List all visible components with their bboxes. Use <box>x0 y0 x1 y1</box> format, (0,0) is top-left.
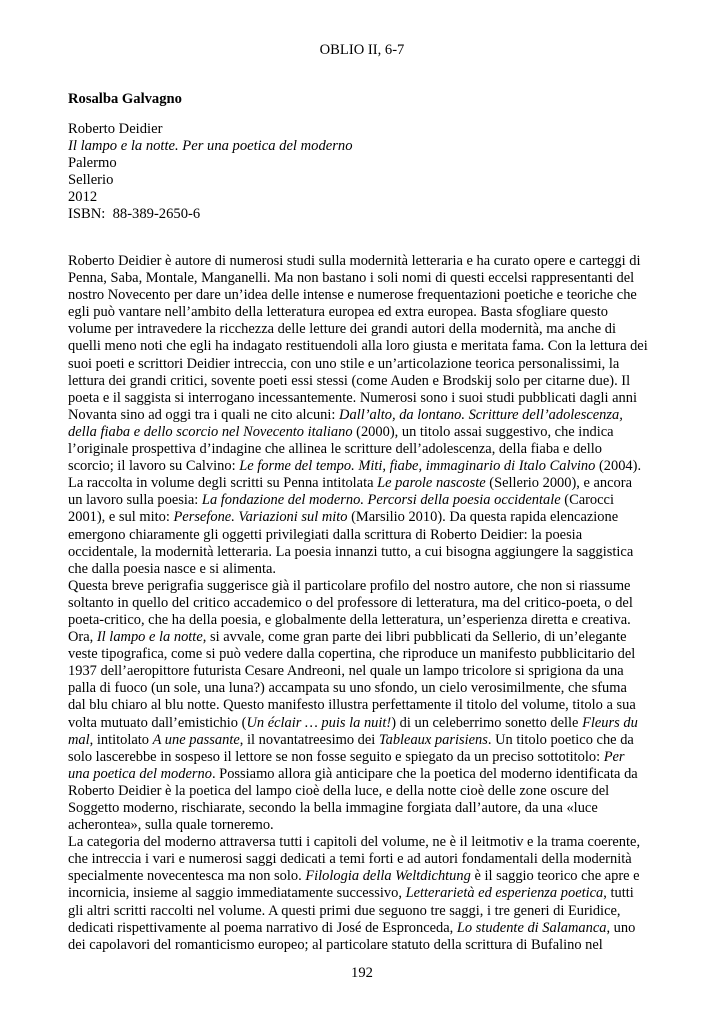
text-line <box>68 407 660 424</box>
text-span: Questa breve perigrafia suggerisce già il particolare profilo del nostro autore, che non si riassume <box>68 577 631 594</box>
book-city: Palermo <box>68 155 117 171</box>
text-line <box>68 868 660 885</box>
text-span: 1937 dell’aeropittore futurista Cesare Andreoni, nel quale un lampo tricolore si sprigiona da una <box>68 663 624 680</box>
text-span: (2000), un titolo assai suggestivo, che indica <box>352 423 614 440</box>
body-paragraph <box>68 253 660 578</box>
italic-title-span: Lo studente di Salamanca <box>456 919 607 936</box>
text-line <box>68 253 660 270</box>
text-line <box>68 885 660 902</box>
text-span: Penna, Saba, Montale, Manganelli. Ma non bastano i soli nomi di questi eccelsi rappresentanti del <box>68 270 635 287</box>
text-line <box>68 834 660 851</box>
text-span: nostro Novecento per dare un’idea delle intense e numerose frequentazioni poetiche e teoriche che <box>68 287 637 304</box>
text-span: scorcio; il lavoro su Calvino: <box>68 458 240 475</box>
text-span: volta mutuato dall’emistichio ( <box>68 714 247 731</box>
book-isbn: ISBN: 88-389-2650-6 <box>68 206 201 222</box>
text-span: soltanto in quello del critico accademico o del professore di letteratura, ma del critico-poeta, o del <box>68 594 633 611</box>
text-span: lettura dei grandi critici, sovente poeti essi stessi (come Auden e Brodskij solo per citarne due). Il <box>68 372 631 389</box>
text-line <box>68 817 660 834</box>
text-span: che dalla poesia nasce e si alimenta. <box>68 560 277 577</box>
text-span: Novanta sino ad oggi tra i quali ne cito alcuni: <box>68 406 340 423</box>
book-author: Roberto Deidier <box>68 121 163 137</box>
italic-title-span: della fiaba e dello scorcio nel Novecento italiano <box>68 423 353 440</box>
italic-title-span: Filologia della Weltdichtung <box>305 868 471 885</box>
text-span: (Carocci <box>560 492 614 509</box>
text-span: acherontea», sulla quale torneremo. <box>68 817 274 834</box>
text-line <box>68 441 660 458</box>
text-line <box>68 373 660 390</box>
text-span: , intitolato <box>89 731 153 748</box>
text-line <box>68 595 660 612</box>
text-span: , uno <box>606 919 636 936</box>
book-title: Il lampo e la notte. Per una poetica del moderno <box>68 138 353 154</box>
italic-title-span: mal <box>68 731 90 748</box>
text-span: poeta-critico, che ha della poesia, e globalmente della letteratura, un’esperienza diretta e creativa. <box>68 611 631 628</box>
text-span: dei capolavori del romanticismo europeo; al particolare statuto della scrittura di Bufalino nel <box>68 936 603 953</box>
italic-title-span: Fleurs du <box>582 714 638 731</box>
review-body <box>68 253 660 954</box>
text-line <box>68 287 660 304</box>
text-line <box>68 270 660 287</box>
text-line <box>68 424 660 441</box>
italic-title-span: Persefone. Variazioni sul mito <box>173 509 348 526</box>
italic-title-span: Le forme del tempo. Miti, fiabe, immaginario di Italo Calvino <box>239 458 596 475</box>
text-line <box>68 715 660 732</box>
italic-title-span: Un éclair … puis la nuit! <box>246 714 392 731</box>
text-line <box>68 920 660 937</box>
book-year: 2012 <box>68 189 98 205</box>
text-line <box>68 680 660 697</box>
book-bibliography <box>68 121 353 223</box>
italic-title-span: Dall’alto, da lontano. Scritture dell’adolescenza, <box>339 406 623 423</box>
text-span: , si avvale, come gran parte dei libri pubblicati da Sellerio, di un’elegante <box>202 629 627 646</box>
text-line <box>68 458 660 475</box>
text-span: specialmente novecentesca ma non solo. <box>68 868 306 885</box>
text-line <box>68 561 660 578</box>
body-paragraph <box>68 834 660 954</box>
text-span: suoi poeti e scrittori Deidier intreccia, con uno stile e un’articolazione teorica personalissimi, la <box>68 355 620 372</box>
text-line <box>68 663 660 680</box>
reviewer-name: Rosalba Galvagno <box>68 91 182 107</box>
text-span: quelli meno noti che egli ha indagato restituendoli alla loro giusta e meritata fama. Con la lettura dei <box>68 338 648 355</box>
text-span: volume per intravedere la ricchezza delle letture dei grandi autori della modernità, ma anche di <box>68 321 616 338</box>
text-span: , tutti <box>603 885 634 902</box>
text-span: Ora, <box>68 629 97 646</box>
text-line <box>68 732 660 749</box>
text-span: , il novantatreesimo dei <box>239 731 379 748</box>
text-span: egli può vantare nell’ambito della letteratura europea ed extra europea. Basta sfogliare questo <box>68 304 608 321</box>
text-line <box>68 356 660 373</box>
text-span: un lavoro sulla poesia: <box>68 492 202 509</box>
text-span: (2004). <box>595 458 642 475</box>
text-span: occidentale, la modernità letteraria. La poesia innanzi tutto, a cui bisogna aggiungere la saggistica <box>68 543 634 560</box>
text-span: dal blu chiaro al blu notte. Questo manifesto illustra perfettamente il titolo del volume, titolo a sua <box>68 697 636 714</box>
text-line <box>68 749 660 766</box>
text-span: gli altri scritti raccolti nel volume. A questi primi due seguono tre saggi, i tre generi di Euridice, <box>68 902 621 919</box>
italic-title-span: Le parole nascoste <box>377 475 486 492</box>
text-span: è il saggio teorico che apre e <box>470 868 640 885</box>
book-publisher: Sellerio <box>68 172 114 188</box>
text-span: (Sellerio 2000), e ancora <box>485 475 632 492</box>
text-line <box>68 509 660 526</box>
text-line <box>68 903 660 920</box>
text-span: poeta e il saggista si interrogano incessantemente. Numerosi sono i suoi studi pubblicati dagli anni <box>68 389 637 406</box>
text-span: palla di fuoco (un sole, una luna?) accampata su uno sfondo, un cielo verosimilmente, che sfuma <box>68 680 627 697</box>
text-line <box>68 800 660 817</box>
text-span: . Possiamo allora già anticipare che la poetica del moderno identificata da <box>211 765 638 782</box>
italic-title-span: Tableaux parisiens <box>378 731 488 748</box>
italic-title-span: Letterarietà ed esperienza poetica <box>405 885 604 902</box>
text-span: Roberto Deidier è la poetica del lampo cioè della luce, e della notte cioè delle zone oscure del <box>68 782 610 799</box>
text-span: l’originale prospettiva d’indagine che allinea le scritture dell’adolescenza, della fiaba e dello <box>68 441 602 458</box>
italic-title-span: Il lampo e la notte <box>96 629 203 646</box>
page-number: 192 <box>351 965 373 981</box>
text-line <box>68 937 660 954</box>
text-span: ) di un celeberrimo sonetto delle <box>391 714 583 731</box>
text-span: (Marsilio 2010). Da questa rapida elencazione <box>347 509 619 526</box>
text-span: veste tipografica, come si può vedere dalla copertina, che riproduce un manifesto pubblicitario del <box>68 646 636 663</box>
text-line <box>68 304 660 321</box>
text-line <box>68 612 660 629</box>
text-line <box>68 766 660 783</box>
text-line <box>68 578 660 595</box>
text-line <box>68 390 660 407</box>
text-line <box>68 492 660 509</box>
text-span: incornicia, insieme al saggio immediatamente successivo, <box>68 885 406 902</box>
text-line <box>68 646 660 663</box>
text-line <box>68 475 660 492</box>
text-span: che intreccia i vari e numerosi saggi dedicati a temi forti e ad autori fondamentali della modernità <box>68 851 632 868</box>
text-line <box>68 629 660 646</box>
text-line <box>68 338 660 355</box>
text-line <box>68 321 660 338</box>
text-span: La categoria del moderno attraversa tutti i capitoli del volume, ne è il leitmotiv e la trama coerente, <box>68 834 641 851</box>
text-span: solo lascerebbe in sospeso il lettore se non fosse seguito e spiegato da un preciso sottotitolo: <box>68 748 604 765</box>
text-span: Roberto Deidier è autore di numerosi studi sulla modernità letteraria e ha curato opere e carteggi di <box>68 253 641 269</box>
text-span: La raccolta in volume degli scritti su Penna intitolata <box>68 475 378 492</box>
text-span: Soggetto moderno, rischiarate, secondo la bella immagine forgiata dall’autore, da una «luce <box>68 800 598 816</box>
text-span: emergono chiaramente gli oggetti privilegiati dalla scrittura di Roberto Deidier: la poesia <box>68 526 583 543</box>
italic-title-span: una poetica del moderno <box>68 765 212 782</box>
text-line <box>68 851 660 868</box>
text-span: . Un titolo poetico che da <box>487 731 634 748</box>
text-line <box>68 544 660 561</box>
text-line <box>68 783 660 800</box>
text-span: dedicati rispettivamente al poema narrativo di José de Espronceda, <box>68 919 457 936</box>
text-line <box>68 697 660 714</box>
text-span: 2001), e sul mito: <box>68 509 174 526</box>
body-paragraph <box>68 578 660 834</box>
italic-title-span: Per <box>603 748 625 765</box>
journal-header: OBLIO II, 6-7 <box>319 42 405 58</box>
text-line <box>68 527 660 544</box>
italic-title-span: La fondazione del moderno. Percorsi della poesia occidentale <box>201 492 561 509</box>
italic-title-span: A une passante <box>152 731 240 748</box>
